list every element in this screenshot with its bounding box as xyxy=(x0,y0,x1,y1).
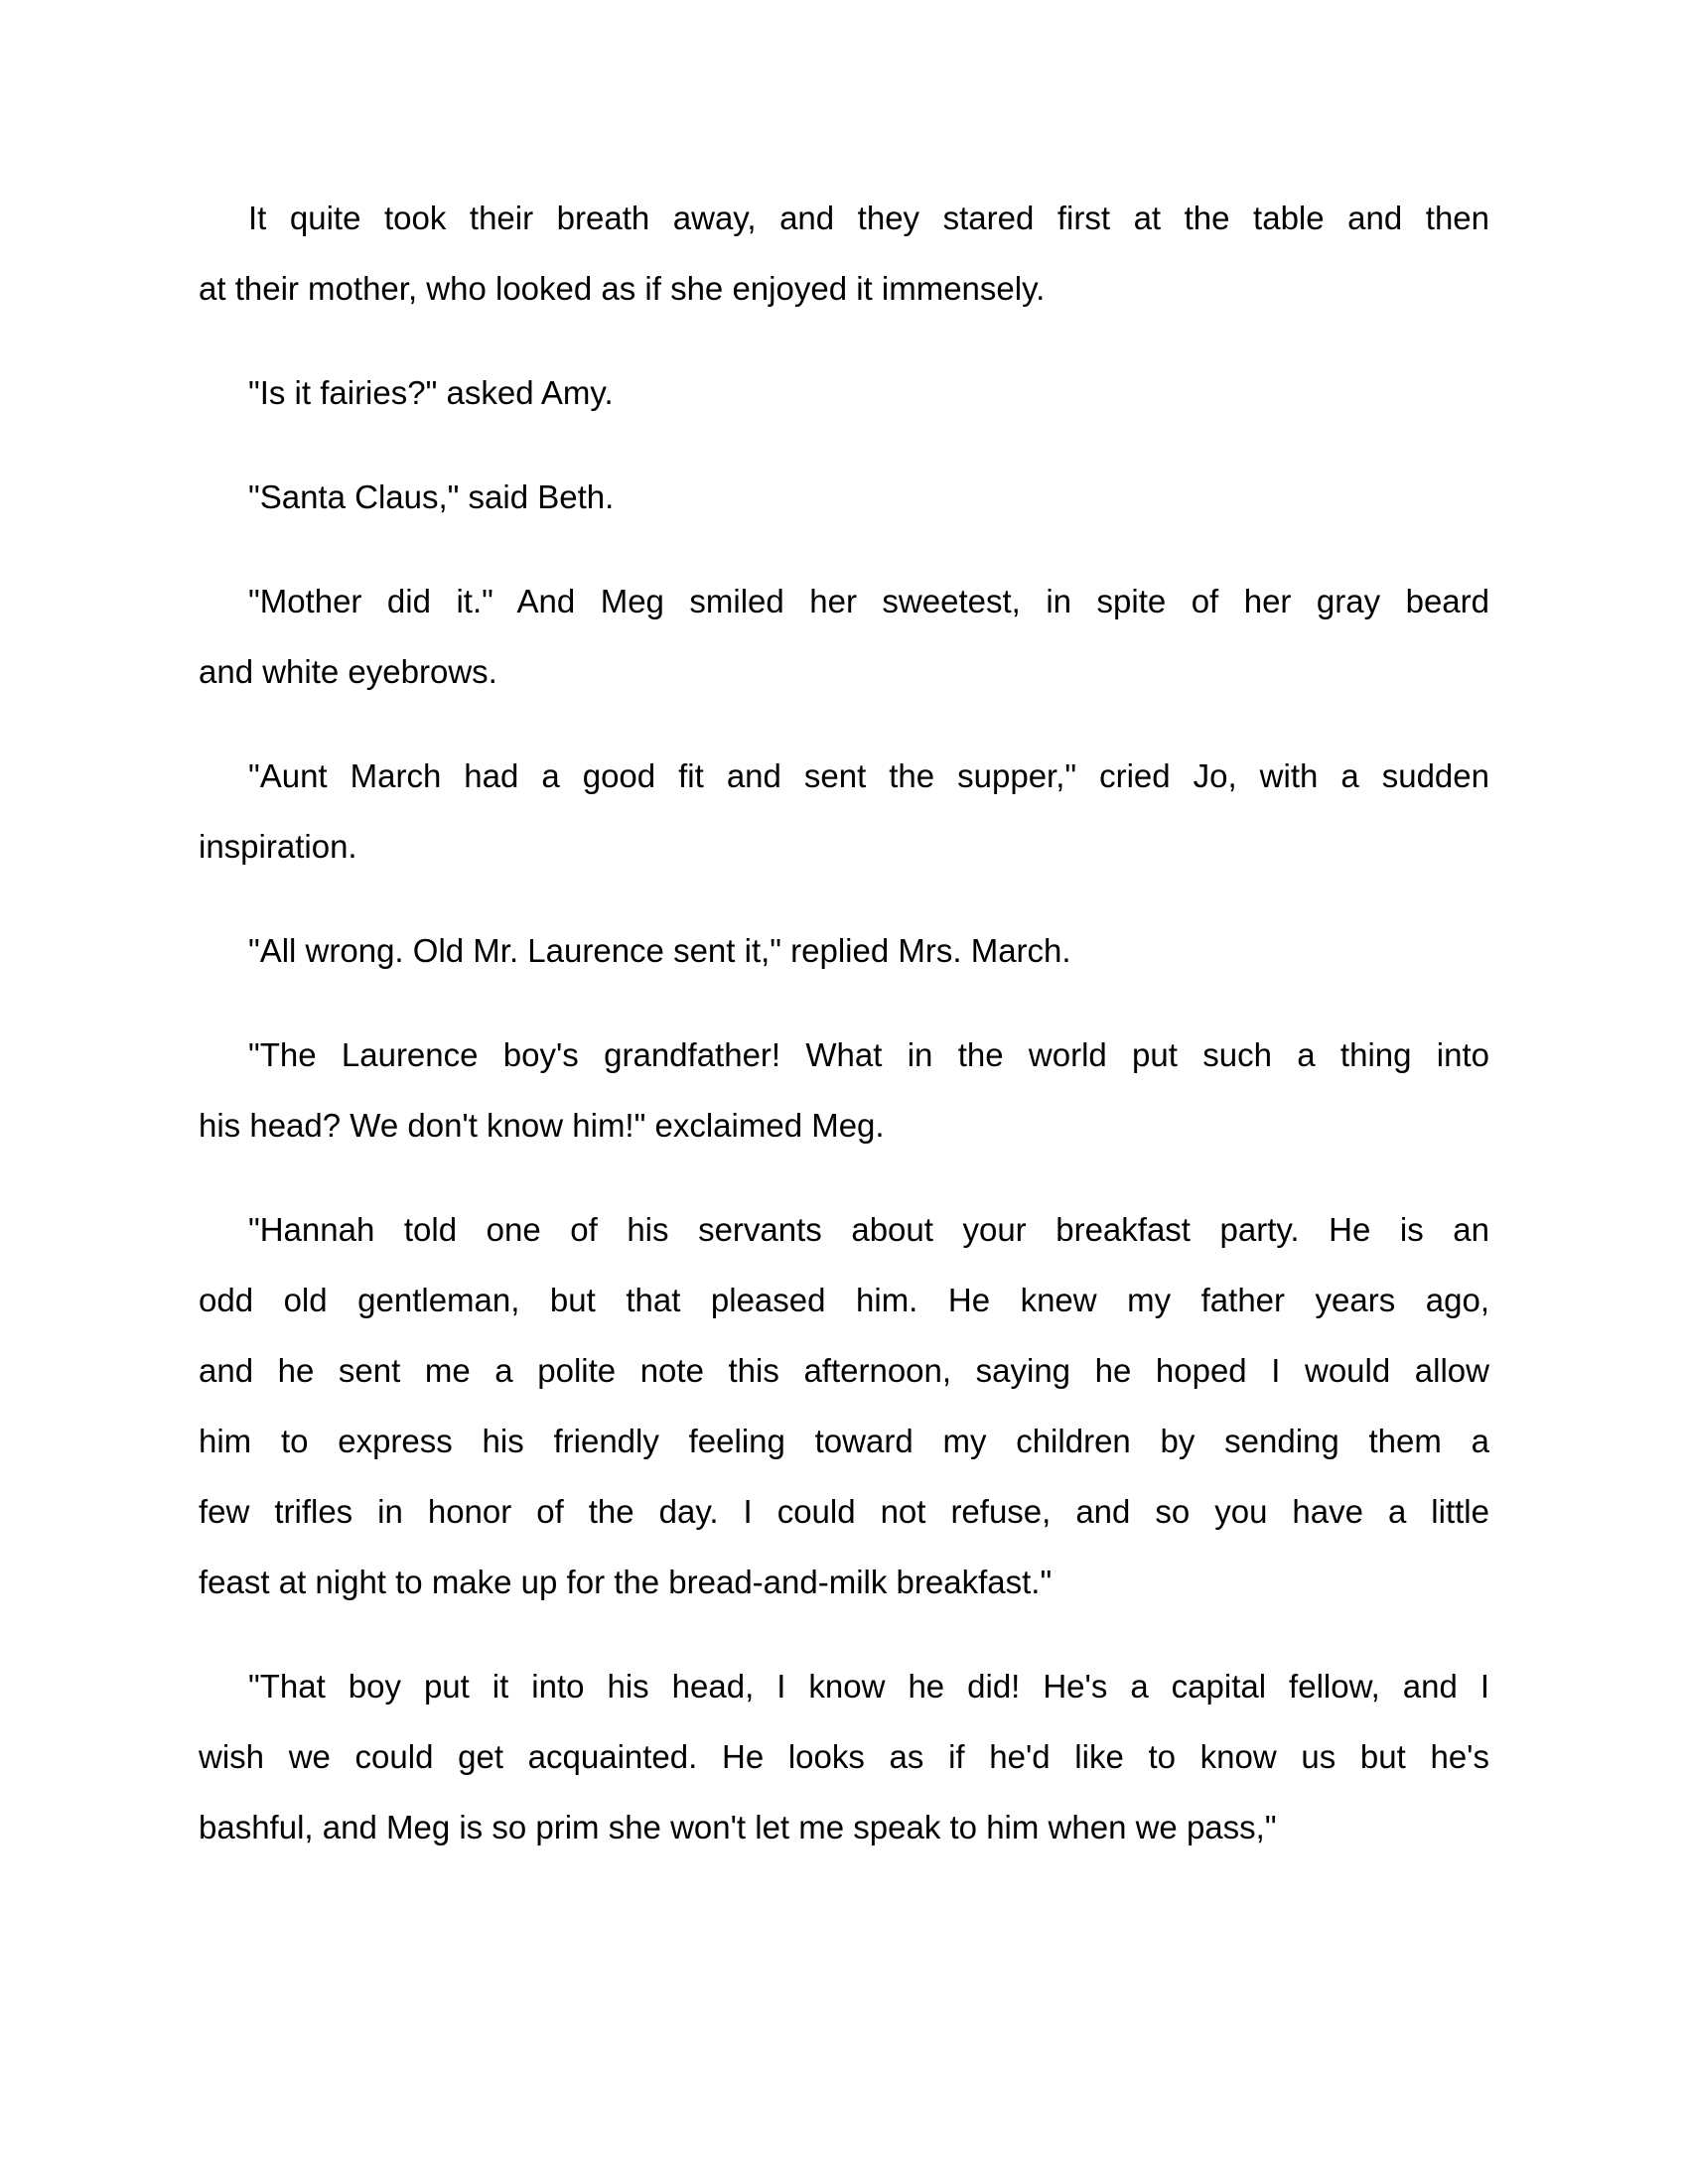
text-line: at their mother, who looked as if she enjoyed it immensely. xyxy=(199,270,1046,307)
paragraph xyxy=(199,357,1489,428)
paragraph xyxy=(199,1020,1489,1160)
text-line: "The Laurence boy's grandfather! What in the world put such a thing into xyxy=(248,1036,1489,1073)
text-line: odd old gentleman, but that pleased him. He knew my father years ago, xyxy=(199,1282,1489,1318)
text-line: "Hannah told one of his servants about your breakfast party. He is an xyxy=(248,1211,1489,1248)
text-content xyxy=(199,183,1489,1896)
paragraph xyxy=(199,1651,1489,1862)
text-line: "Is it fairies?" asked Amy. xyxy=(248,374,614,411)
paragraph xyxy=(199,183,1489,324)
paragraph xyxy=(199,741,1489,882)
text-line: wish we could get acquainted. He looks as if he'd like to know us but he's xyxy=(199,1738,1489,1775)
text-line: him to express his friendly feeling toward my children by sending them a xyxy=(199,1423,1489,1459)
text-line: and white eyebrows. xyxy=(199,653,497,690)
text-line: and he sent me a polite note this afternoon, saying he hoped I would allow xyxy=(199,1352,1489,1389)
paragraph xyxy=(199,915,1489,986)
text-line: "That boy put it into his head, I know he did! He's a capital fellow, and I xyxy=(248,1668,1489,1705)
paragraph xyxy=(199,566,1489,707)
text-line: few trifles in honor of the day. I could not refuse, and so you have a little xyxy=(199,1493,1489,1530)
text-line: It quite took their breath away, and they stared first at the table and then xyxy=(248,200,1489,236)
text-line: "All wrong. Old Mr. Laurence sent it," replied Mrs. March. xyxy=(248,932,1071,969)
paragraph xyxy=(199,462,1489,532)
text-line: inspiration. xyxy=(199,828,357,865)
text-line: feast at night to make up for the bread-and-milk breakfast." xyxy=(199,1564,1053,1600)
text-line: "Aunt March had a good fit and sent the supper," cried Jo, with a sudden xyxy=(248,757,1489,794)
text-line: his head? We don't know him!" exclaimed Meg. xyxy=(199,1107,885,1144)
paragraph xyxy=(199,1194,1489,1617)
text-line: bashful, and Meg is so prim she won't let me speak to him when we pass," xyxy=(199,1809,1277,1845)
text-line: "Santa Claus," said Beth. xyxy=(248,478,615,515)
text-line: "Mother did it." And Meg smiled her sweetest, in spite of her gray beard xyxy=(248,583,1489,619)
